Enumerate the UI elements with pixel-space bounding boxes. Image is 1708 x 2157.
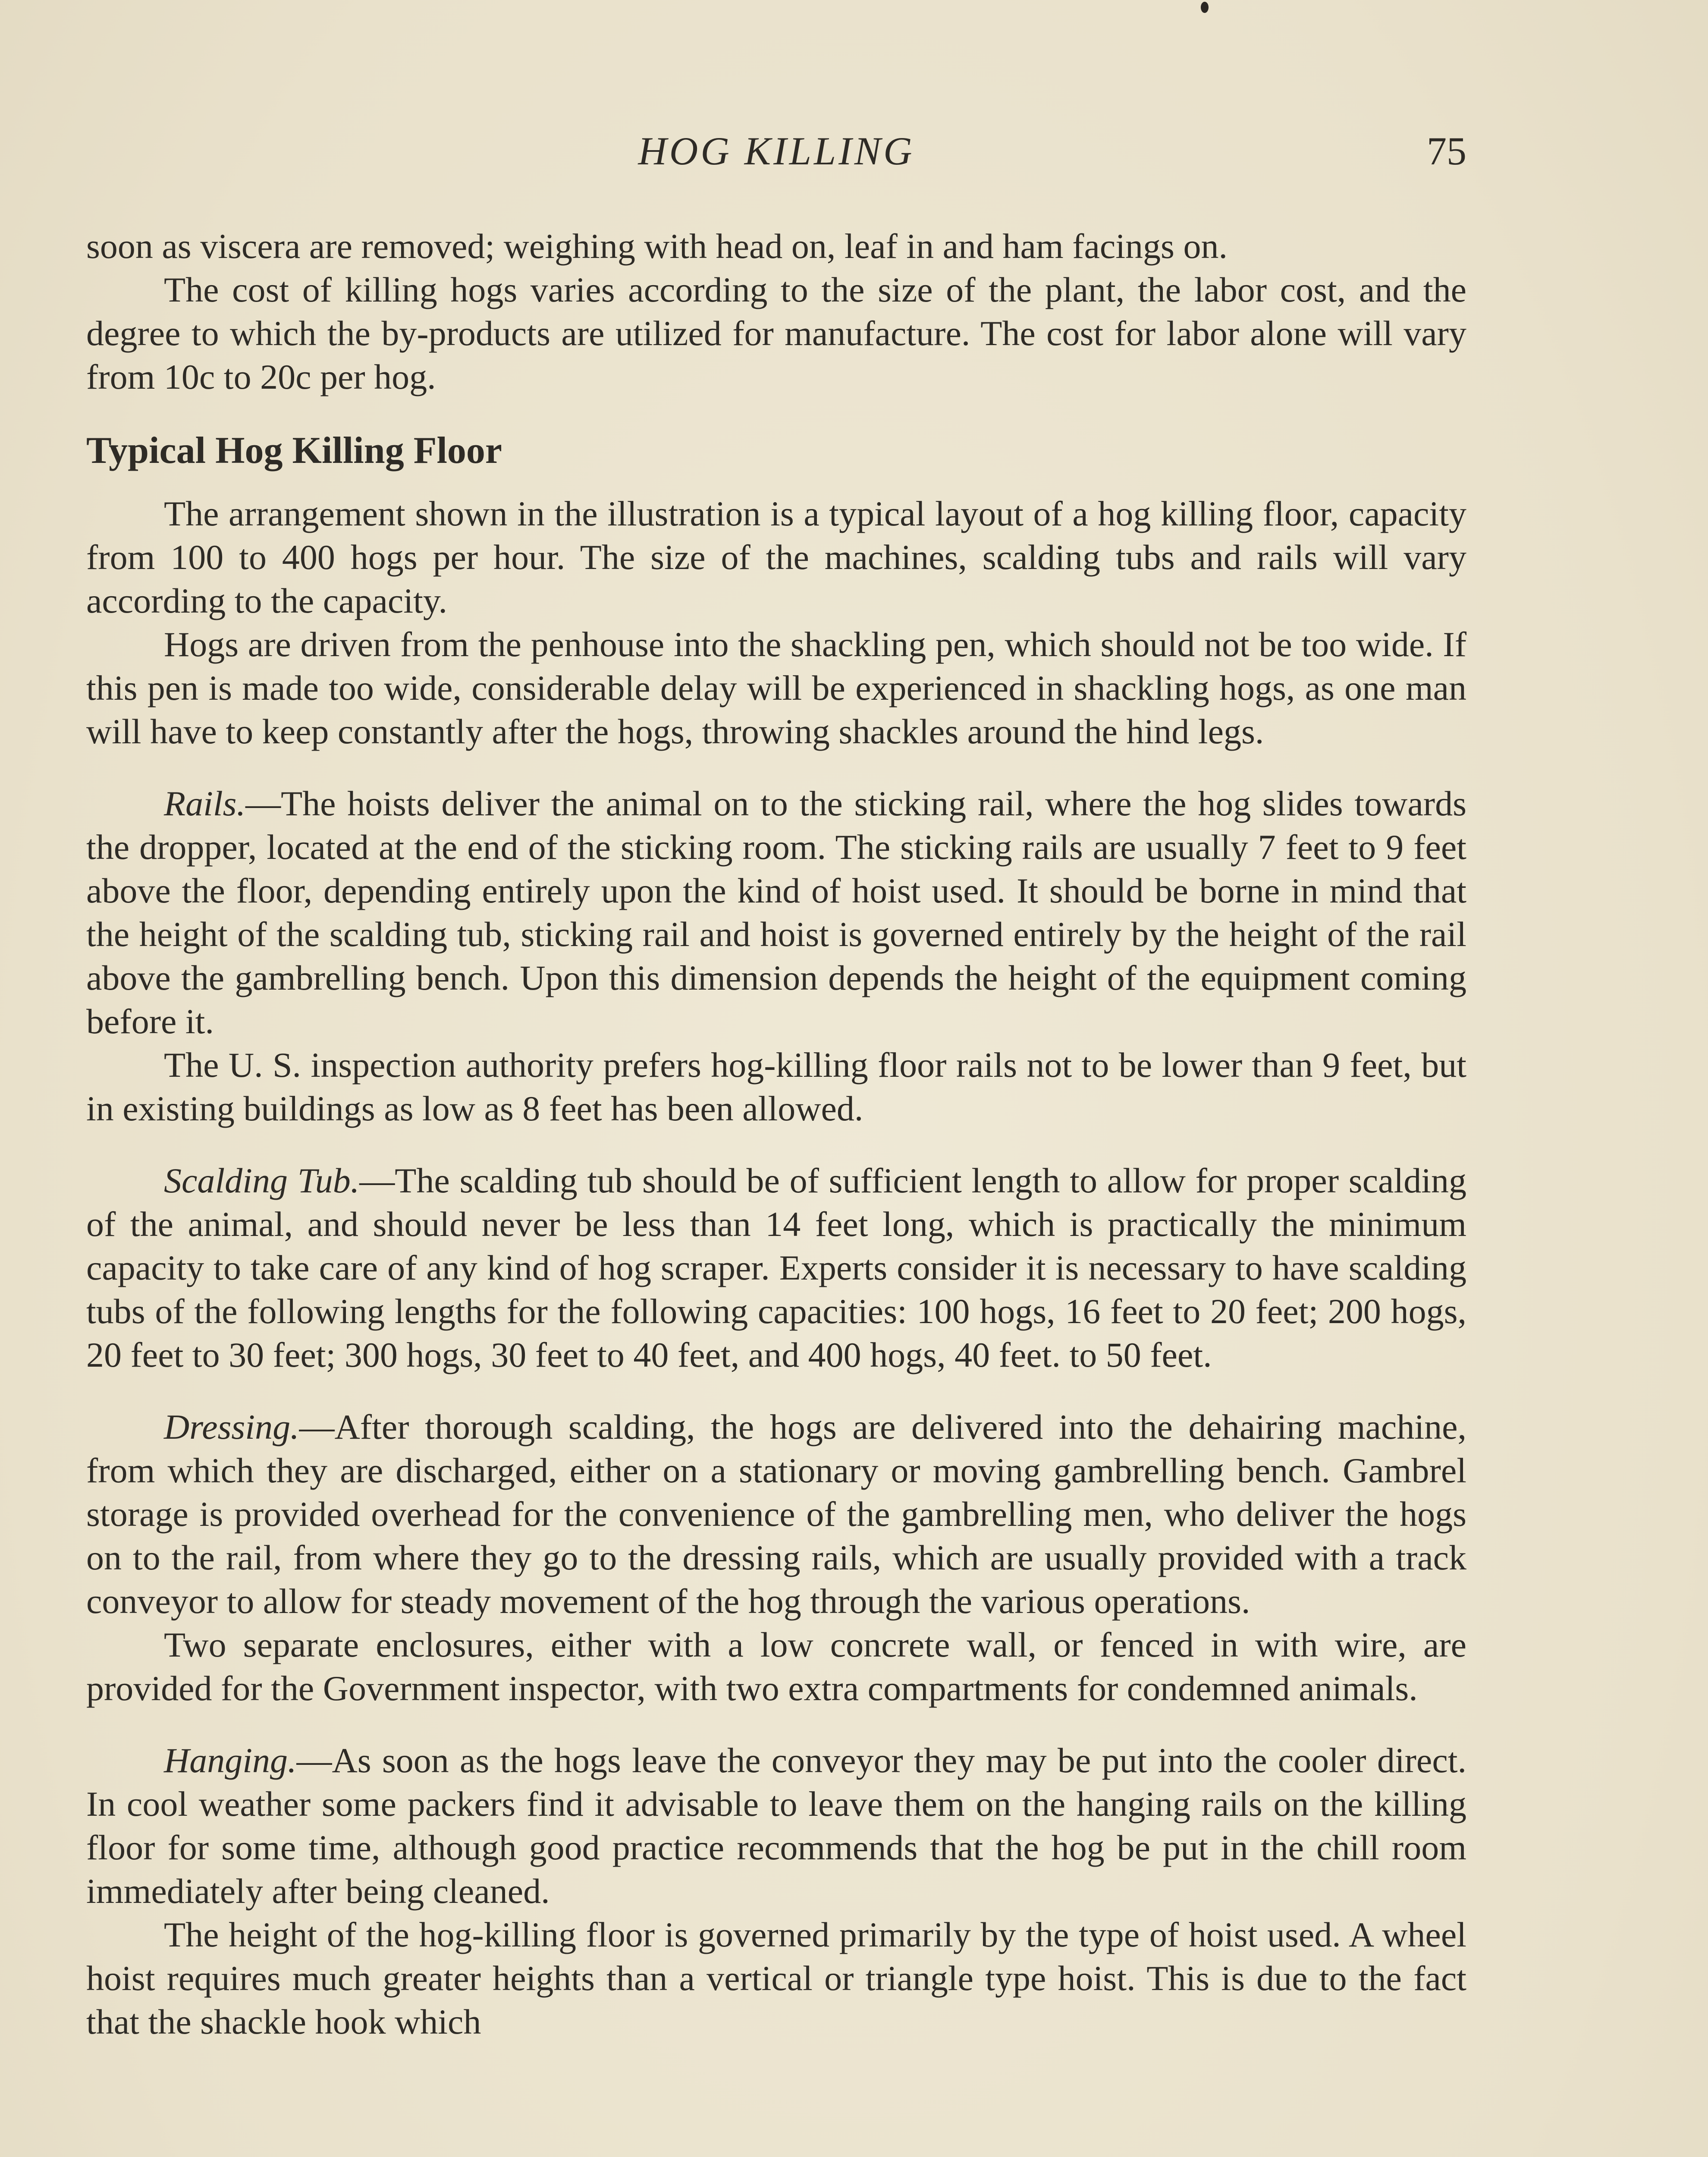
runin-heading-hanging: Hanging. [164, 1741, 297, 1780]
paragraph-cost: The cost of killing hogs varies according to the size of the plant, the labor cost, and the degree to which the by-products are utilized for manufacture. The cost for labor alone will vary from 10c to 20c per hog. [86, 270, 1466, 396]
paragraph-enclosures: Two separate enclosures, either with a low concrete wall, or fenced in with wire, are provided for the Government inspector, with two extra compartments for condemned animals. [86, 1625, 1466, 1708]
paragraph-dressing [86, 1405, 1466, 1623]
page-number: 75 [1427, 129, 1466, 173]
dressing-text: —After thorough scalding, the hogs are delivered into the dehairing machine, from which they are discharged, either on a stationary or moving gambrelling bench. Gambrel storage is provided overhead for the convenience of the gambrelling men, who deliver the hogs on to the rail, from where they go to the dressing rails, which are usually provided with a track conveyor to allow for steady movement of the hog through the various operations. [86, 1407, 1466, 1621]
scalding-text: —The scalding tub should be of sufficient length to allow for proper scalding of the animal, and should never be less than 14 feet long, which is practically the minimum capacity to take care of any kind of hog scraper. Experts consider it is necessary to have scalding tubs of the following lengths for the following capacities: 100 hogs, 16 feet to 20 feet; 200 hogs, 20 feet to 30 feet; 300 hogs, 30 feet to 40 feet, and 400 hogs, 40 feet. to 50 feet. [86, 1161, 1466, 1374]
paragraph-floor-height: The height of the hog-killing floor is governed primarily by the type of hoist used. A wheel hoist requires much greater heights than a vertical or triangle type hoist. This is due to the fact that the shackle hook which [86, 1915, 1466, 2041]
paragraph-inspection: The U. S. inspection authority prefers hog-killing floor rails not to be lower than 9 feet, but in existing buildings as low as 8 feet has been allowed. [86, 1045, 1466, 1128]
section-heading: Typical Hog Killing Floor [86, 430, 502, 472]
runin-heading-rails: Rails. [164, 784, 246, 823]
hanging-text: —As soon as the hogs leave the conveyor they may be put into the cooler direct. In cool weather some packers find it advisable to leave them on the hanging rails on the killing floor for some time, although good practice recommends that the hog be put in the chill room immediately after being cleaned. [86, 1741, 1466, 1911]
paragraph-rails [86, 782, 1466, 1043]
rails-text: —The hoists deliver the animal on to the sticking rail, where the hog slides towards the dropper, located at the end of the sticking room. The sticking rails are usually 7 feet to 9 feet above the floor, depending entirely upon the kind of hoist used. It should be borne in mind that the height of the scalding tub, sticking rail and hoist is governed entirely by the height of the rail above the gambrelling bench. Upon this dimension depends the height of the equipment coming before it. [86, 784, 1466, 1041]
paragraph-hanging [86, 1739, 1466, 1913]
ink-speck [1201, 2, 1209, 13]
page-body [86, 224, 1466, 2044]
paragraph-scalding [86, 1159, 1466, 1377]
paragraph-penhouse: Hogs are driven from the penhouse into the shackling pen, which should not be too wide. If this pen is made too wide, considerable delay will be experienced in shackling hogs, as one man will have to keep constantly after the hogs, throwing shackles around the hind legs. [86, 625, 1466, 751]
page-header [86, 125, 1466, 177]
running-head: HOG KILLING [638, 129, 915, 173]
paragraph-continuation: soon as viscera are removed; weighing with head on, leaf in and ham facings on. [86, 226, 1228, 266]
runin-heading-scalding: Scalding Tub. [164, 1161, 360, 1200]
runin-heading-dressing: Dressing. [164, 1407, 299, 1446]
paragraph-arrangement: The arrangement shown in the illustration is a typical layout of a hog killing floor, capacity from 100 to 400 hogs per hour. The size of the machines, scalding tubs and rails will vary according to the capacity. [86, 494, 1466, 620]
